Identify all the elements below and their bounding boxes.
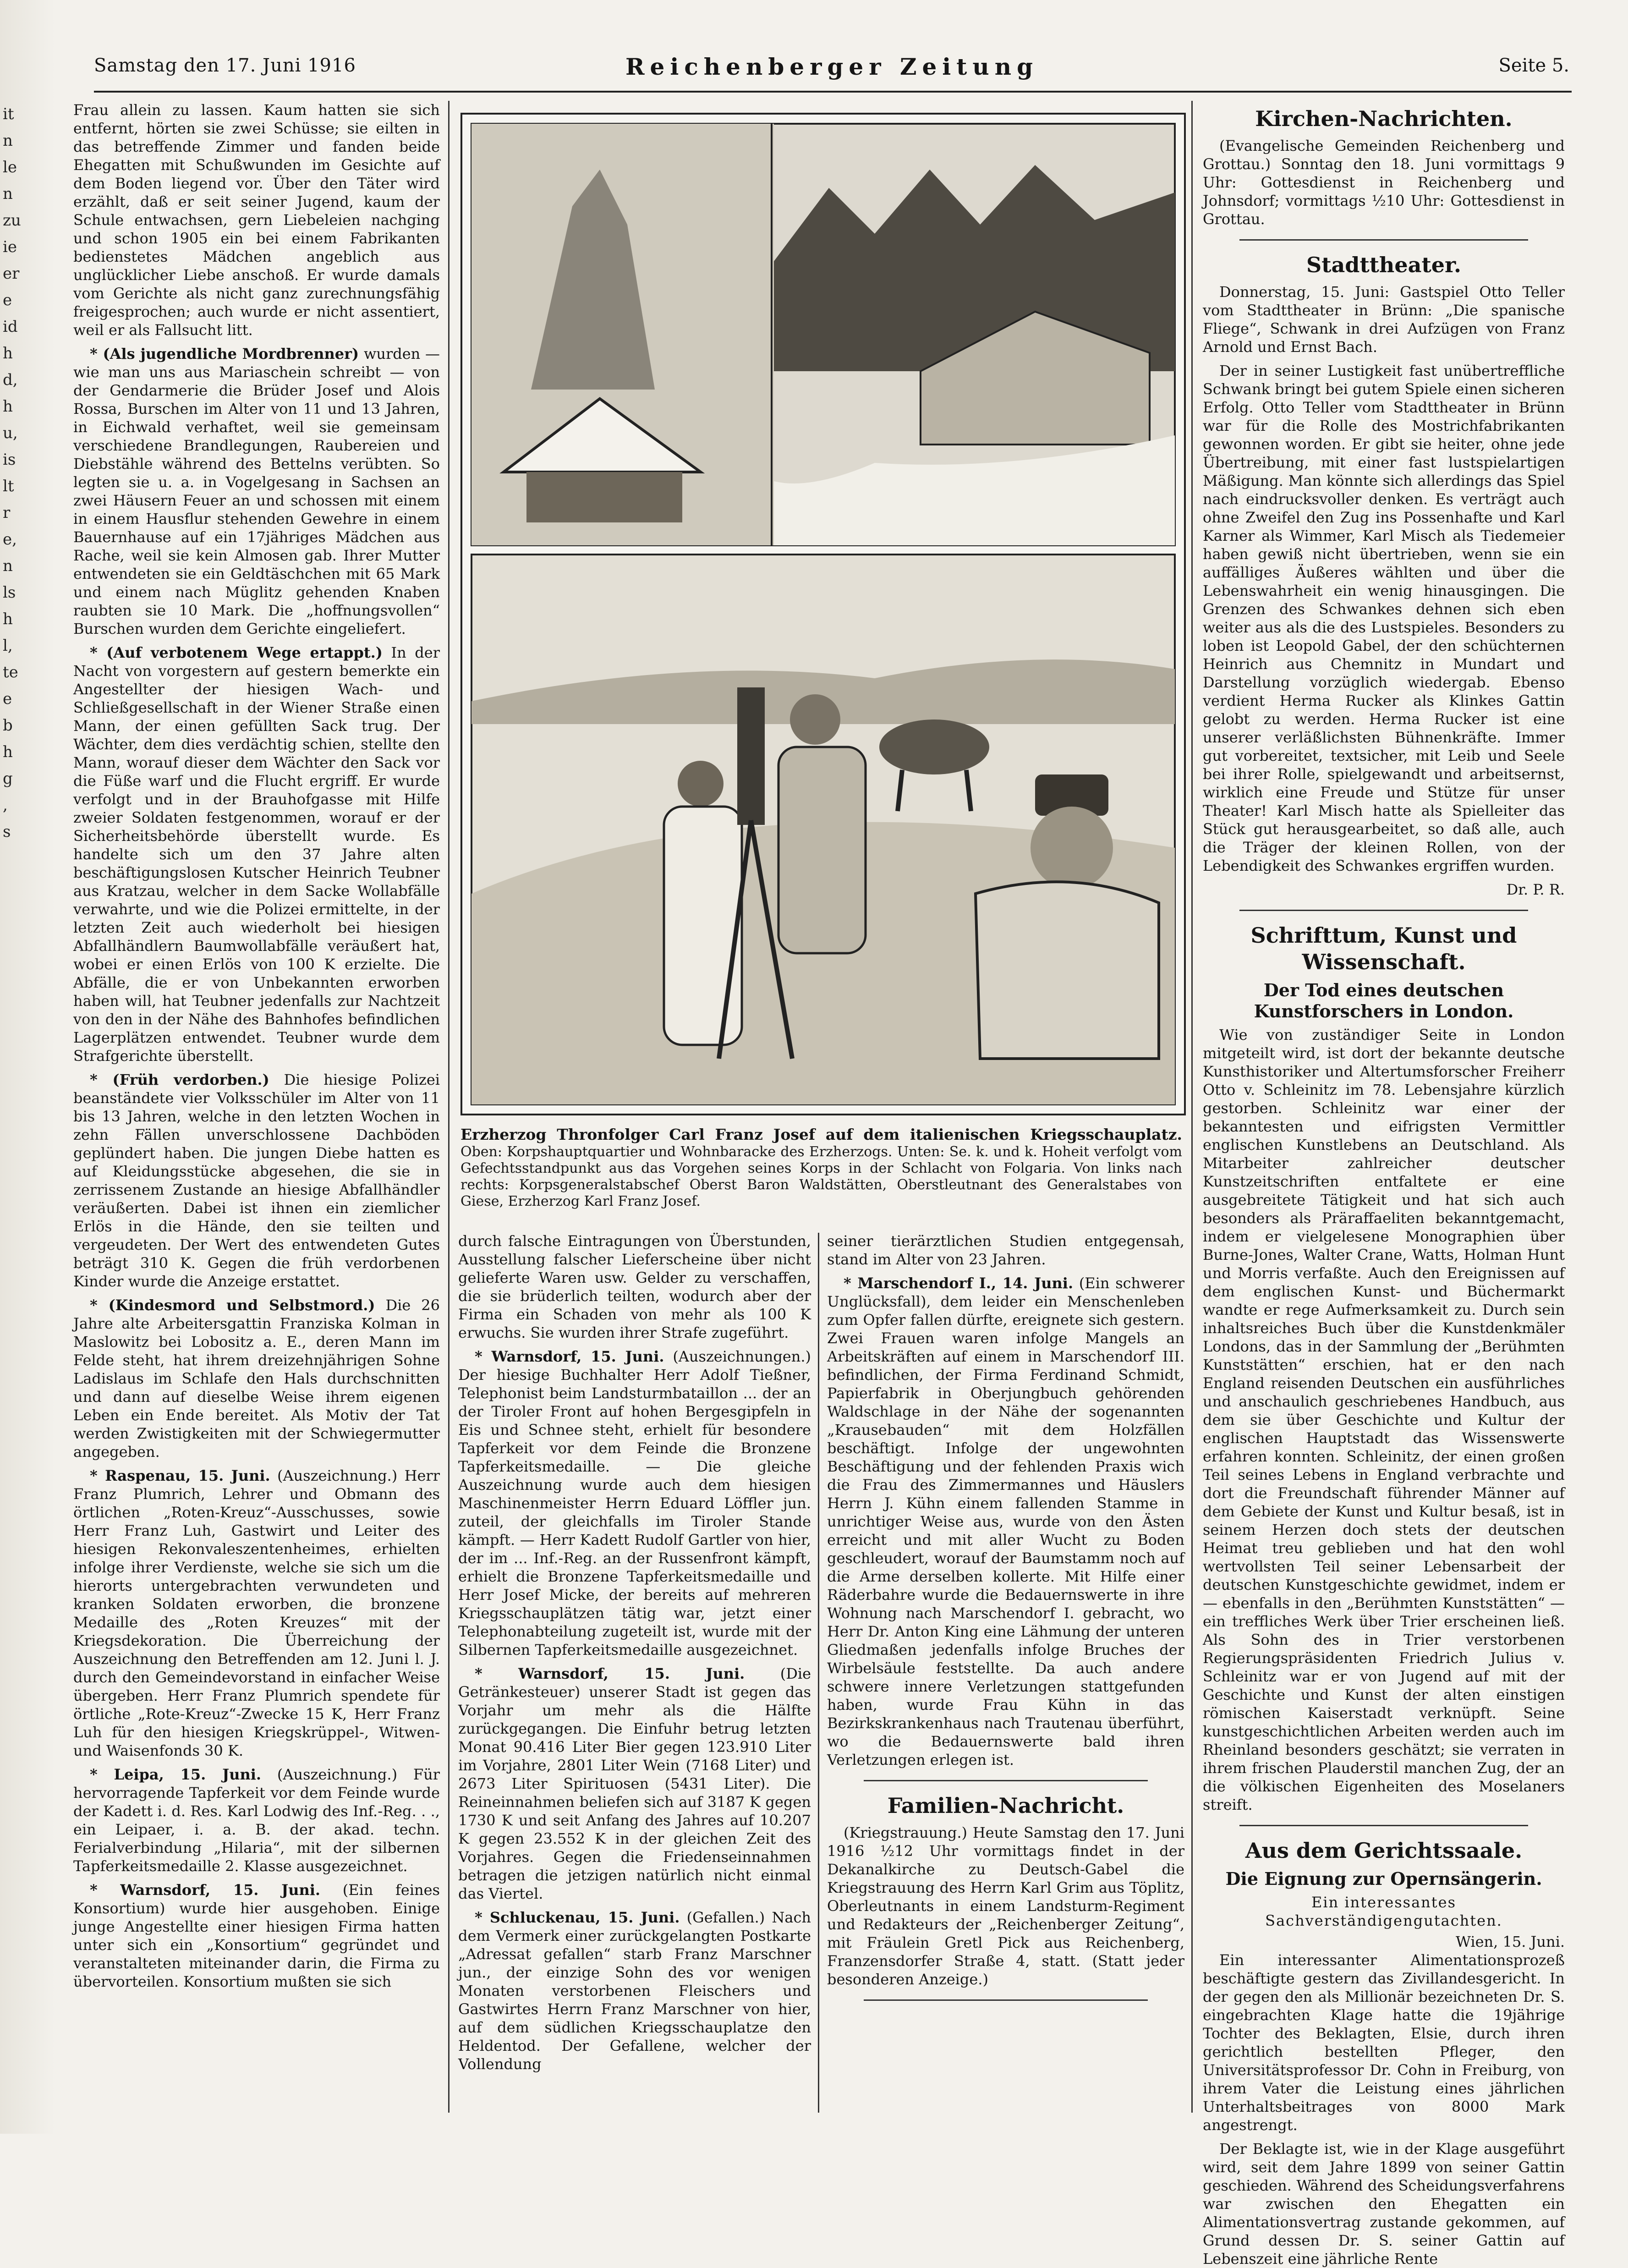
article-text: Die 26 Jahre alte Arbeitersgattin Franziska Kolman in Maslowitz bei Lobositz a. E., deren Mann im Felde steht, hat ihrem dreizehnjährigen Sohne Ladislaus im Schlafe den Hals durchschnitten und dann auf dieselbe Weise ihrem eigenen Leben ein Ende bereitet. Als Motiv der Tat werden Zwistigkeiten mit der Schwiegermutter angegeben. [73,1296,440,1461]
literature-title: Schrifttum, Kunst und Wissenschaft. [1250,923,1517,974]
illustration-caption [460,1126,1182,1210]
church-news-text: (Evangelische Gemeinden Reichenberg und Grottau.) Sonntag den 18. Juni vormittags 9 Uhr: Gottesdienst in Reichenberg und Johnsdorf; vormittags ½10 Uhr: Gottesdienst in Grottau. [1203,137,1565,228]
article-heading: * Warnsdorf, 15. Juni. [475,1665,745,1682]
article-paragraph [73,1881,440,1991]
article-paragraph [458,1908,811,2073]
article-text: (Die Getränkesteuer) unserer Stadt ist gegen das Vorjahr um mehr als die Hälfte zurückgegangen. Die Einfuhr betrug letzten Monat 90.416 Liter Bier gegen 123.910 Liter im Vorjahre, 2801 Liter Wein (7168 Liter) und 2673 Liter Spirituosen (5431 Liter). Die Reineinnahmen beliefen sich auf 3187 K gegen 1730 K und seit Anfang des Jahres auf 10.207 K gegen 23.552 K in der gleichen Zeit des Vorjahres. Gegen die Friedenseinnahmen betragen die jetzigen natürlich nicht einmal das Viertel. [458,1665,811,1902]
article-heading: * (Früh verdorben.) [90,1071,269,1088]
theater-intro: Donnerstag, 15. Juni: Gastspiel Otto Teller vom Stadttheater in Brünn: „Die spanische Fliege“, Schwank in drei Aufzügen von Franz Arnold und Ernst Bach. [1203,283,1565,356]
column-2 [458,1232,811,2107]
illustration-drawing [462,115,1184,1114]
court-subtitle: Die Eignung zur Opernsängerin. [1225,1868,1542,1889]
page-number: Seite 5. [1498,55,1569,76]
article-heading: * (Auf verbotenem Wege ertappt.) [90,644,383,661]
column-4 [1203,101,1565,2268]
section-rule [864,1999,1148,2001]
adjacent-page-text: it n le n zu ie er e id h d, h u, is lt r e, n ls h l, te e b h g , s [3,105,21,841]
newspaper-title: Reichenberger Zeitung [625,53,1039,80]
article-text: (Ein schwerer Unglücksfall), dem leider ein Menschenleben zum Opfer fallen dürfte, ereignete sich gestern. Zwei Frauen waren infolge Mangels an Arbeitskräften auf einem in Marschendorf III. befindlichen, der Firma Ferdinand Schmidt, Papierfabrik in Oberjungbuch gehörenden Waldschlage in der Nähe der sogenannten „Krausebauden“ mit dem Holzfällen beschäftigt. Infolge der ungewohnten Beschäftigung und der fehlenden Praxis wich die Frau des Zimmermannes und Häuslers Herrn J. Kühn einem fallenden Stamme in unrichtiger Weise aus, wurde von den Ästen erreicht und mit aller Wucht zu Boden geschleudert, worauf der Baumstamm noch auf die Arme derselben kollerte. Mit Hilfe einer Räderbahre wurde die Bedauernswerte in ihre Wohnung nach Marschendorf I. gebracht, wo Herr Dr. Anton King eine Lähmung der unteren Gliedmaßen jedenfalls infolge Bruches der Wirbelsäule feststellte. Da auch andere schwere innere Verletzungen stattgefunden haben, wurde Frau Kühn in das Bezirkskrankenhaus nach Trautenau überführt, wo die Bedauernswerte bald ihren Verletzungen erlegen ist. [827,1274,1185,1768]
article-heading: * Warnsdorf, 15. Juni. [90,1881,321,1899]
article-paragraph [458,1347,811,1659]
court-text: Der Beklagte ist, wie in der Klage ausgeführt wird, seit dem Jahre 1899 von seiner Gattin geschieden. Während des Scheidungsverfahrens war zwischen den Ehegatten ein Alimentationsvertrag zustande gekommen, auf Grund dessen Dr. S. seiner Gattin auf Lebenszeit eine jährliche Rente [1203,2140,1565,2268]
theater-review: Der in seiner Lustigkeit fast unübertreffliche Schwank bringt bei gutem Spiele einen sicheren Erfolg. Otto Teller vom Stadttheater in Brünn war für die Rolle des Mostrichfabrikanten gewonnen worden. Er gibt sie heiter, ohne jede Übertreibung, mit einer fast lustspielartigen Mäßigung. Man könnte sich allerdings das Spiel nach eindrucksvoller denken. Es verträgt auch ohne Zweifel den Zug ins Possenhafte und Karl Karner als Wimmer, Karl Misch als Tiedemeier haben gewiß nicht übertrieben, wenn sie ein auffälliges Äußeres wählten und über die Lebenswahrheit ein wenig hinausgingen. Die Grenzen des Schwankes dehnen sich eben weiter aus als die des Lustspieles. Besonders zu loben ist Leopold Gabel, der den schüchternen Heinrich aus Chemnitz in Mundart und Darstellung vorzüglich wiedergab. Ebenso verdient Herma Rucker als Klinkes Gattin gelobt zu werden. Herma Rucker ist eine unserer verläßlichsten Bühnenkräfte. Immer gut vorbereitet, textsicher, mit Leib und Seele bei ihrer Rolle, spielgewandt und arbeitsernst, wirklich eine Freude und Stütze für unser Theater! Karl Misch hatte als Spielleiter das Stück gut herausgearbeitet, so daß alle, auch die Träger der kleinen Rollen, von der Lebendigkeit des Schwankes ergriffen wurden. [1203,362,1565,874]
church-news-title: Kirchen-Nachrichten. [1255,106,1513,131]
header-rule [94,91,1572,93]
adjacent-page-edge [0,0,55,2134]
article-paragraph [73,643,440,1065]
court-title: Aus dem Gerichtssaale. [1245,1838,1523,1863]
section-rule [1239,910,1528,911]
article-heading: * Raspenau, 15. Juni. [90,1467,270,1484]
theater-signature: Dr. P. R. [1506,881,1565,898]
caption-text: Oben: Korpshauptquartier und Wohnbaracke des Erzherzogs. Unten: Se. k. und k. Hoheit verfolgt vom Gefechtsstandpunkt aus das Vorgehen seines Korps in der Schlacht von Folgaria. Von links nach rechts: Korpsgeneralstabschef Oberst Baron Waldstätten, Oberstleutnant des Generalstabes von Giese, Erzherzog Karl Franz Josef. [460,1144,1182,1209]
section-rule [1239,1825,1528,1826]
article-paragraph: durch falsche Eintragungen von Überstunden, Ausstellung falscher Lieferscheine über nicht gelieferte Waren usw. Gelder zu verschaffen, die sie brüderlich teilten, wodurch aber der Firma ein Schaden von mehr als 100 K erwuchs. Sie wurden ihrer Strafe zugeführt. [458,1232,811,1341]
court-subtitle-2: Ein interessantes Sachverständigengutachten. [1265,1894,1502,1929]
article-text: (Ein feines Konsortium) wurde hier ausgehoben. Einige junge Angestellte einer hiesigen Firma hatten unter sich ein „Konsortium“ gegründet und veranstalteten miteinander darin, die Firma zu übervorteilen. Konsortium mußten sie sich [73,1881,440,1990]
article-paragraph: seiner tierärztlichen Studien entgegensah, stand im Alter von 23 Jahren. [827,1232,1184,1268]
section-rule [864,1780,1148,1781]
hut-wall [526,472,682,522]
column-1 [73,101,440,2108]
section-rule [1239,239,1528,241]
article-text: (Auszeichnung.) Für hervorragende Tapferkeit vor dem Feinde wurde der Kadett i. d. Res. Karl Lodwig des Inf.-Reg. . ., ein Leipaer, i. a. B. der akad. techn. Ferialverbindung „Hilaria“, mit der silbernen Tapferkeitsmedaille 2. Klasse ausgezeichnet. [73,1766,440,1875]
theater-title: Stadttheater. [1306,253,1461,277]
article-text: (Gefallen.) Nach dem Vermerk einer zurückgelangten Postkarte „Adressat gefallen“ starb Franz Marschner jun., der einzige Sohn des vor wenigen Monaten verstorbenen Fleischers und Gastwirtes Herrn Franz Marschner von hier, auf dem südlichen Kriegsschauplatze den Heldentod. Der Gefallene, welcher der Vollendung [458,1909,811,2073]
article-paragraph [827,1274,1184,1769]
article-text: In der Nacht von vorgestern auf gestern bemerkte ein Angestellter der hiesigen Wach- und Schließgesellschaft in der Wiener Straße einen Mann, der einen gefüllten Sack trug. Der Wächter, dem dies verdächtig schien, stellte den Mann, worauf dieser dem Wächter den Sack vor die Füße warf und die Flucht ergriff. Er wurde verfolgt und in der Brauhofgasse mit Hilfe zweier Soldaten festgenommen, worauf er der Sicherheitsbehörde überstellt wurde. Es handelte sich um den 37 Jahre alten beschäftigungslosen Kutscher Heinrich Teubner aus Kratzau, welcher in dem Sacke Wollabfälle verwahrte, und wie die Polizei ermittelte, in der letzten Zeit auch wiederholt bei hiesigen Abfallhändlern Baumwollabfälle veräußert hat, wobei er einen Erlös von 100 K erzielte. Die Abfälle, die er von Unbekannten erworben haben will, hat Teubner jedenfalls zur Nachtzeit von den in der Nähe des Bahnhofes befindlichen Lagerplätzen entwendet. Teubner wurde dem Strafgerichte überstellt. [73,644,440,1065]
illustration-frame [460,113,1186,1115]
article-paragraph [73,1071,440,1291]
article-paragraph [73,345,440,638]
column-divider [448,101,449,2113]
court-dateline: Wien, 15. Juni. [1456,1933,1565,1950]
article-heading: * Marschendorf I., 14. Juni. [844,1274,1074,1292]
article-heading: * Leipa, 15. Juni. [90,1766,262,1783]
running-header [94,55,1569,87]
article-heading: * Warnsdorf, 15. Juni. [475,1348,664,1365]
article-heading: * (Als jugendliche Mordbrenner) [90,345,359,362]
article-paragraph [458,1664,811,1903]
column-3 [827,1232,1184,2107]
article-paragraph [73,1765,440,1875]
article-text: Die hiesige Polizei beanständete vier Volksschüler im Alter von 11 bis 13 Jahren, welche in den letzten Wochen in zehn Fällen unverschlossene Dachböden geplündert haben. Die jungen Diebe hatten es auf Kleidungsstücke abgesehen, die sie in zerrissenem Zustande an hiesige Abfallhändler veräußerten. Dabei ist ihnen ein ziemlicher Erlös in die Hände, den sie teilten und vergeudeten. Der Wert des entwendeten Gutes beträgt 310 K. Gegen die früh verdorbenen Kinder wurde die Anzeige erstattet. [73,1071,440,1290]
family-news-title: Familien-Nachricht. [887,1793,1124,1818]
literature-subtitle: Der Tod eines deutschen Kunstforschers in London. [1254,980,1514,1021]
article-heading: * Schluckenau, 15. Juni. [475,1909,680,1926]
header-date: Samstag den 17. Juni 1916 [94,55,356,76]
article-paragraph [73,1296,440,1461]
column-divider [1191,101,1193,2113]
court-text: Ein interessanter Alimentationsprozeß beschäftigte gestern das Zivillandesgericht. In der gegen den als Millionär bezeichneten Dr. S. eingebrachten Klage hatte die 19jährige Tochter des Beklagten, Elsie, durch ihren gerichtlich bestellten Pfleger, den Universitätsprofessor Dr. Cohn in Freiburg, von ihrem Vater die Leistung eines jährlichen Unterhaltsbeitrages von 8000 Mark angestrengt. [1203,1951,1565,2134]
family-news-text: (Kriegstrauung.) Heute Samstag den 17. Juni 1916 ½12 Uhr vormittags findet in der Dekanalkirche zu Deutsch-Gabel die Kriegstrauung des Herrn Karl Grim aus Töplitz, Oberleutnants in einem Landsturm-Regiment und Redakteurs der „Reichenberger Zeitung“, mit Fräulein Gretl Pick aus Reichenberg, Franzensdorfer Straße 4, statt. (Statt jeder besonderen Anzeige.) [827,1824,1184,1988]
caption-title: Erzherzog Thronfolger Carl Franz Josef auf dem italienischen Kriegsschauplatz. [460,1126,1182,1143]
article-heading: * (Kindesmord und Selbstmord.) [90,1296,375,1314]
column-divider [818,1233,819,2113]
article-paragraph [73,1466,440,1760]
article-text: (Auszeichnung.) Herr Franz Plumrich, Lehrer und Obmann des örtlichen „Roten-Kreuz“-Ausschusses, sowie Herr Franz Luh, Gastwirt und Leiter des hiesigen Rekonvaleszentenheimes, erhielten infolge ihrer Verdienste, welche sie sich um die hierorts untergebrachten verwundeten und kranken Soldaten erworben, die bronzene Medaille des „Roten Kreuzes“ mit der Kriegsdekoration. Die Überreichung der Auszeichnung den Betreffenden am 12. Juni l. J. durch den Gemeindevorstand in einfacher Weise übergeben. Herr Franz Plumrich spendete für örtliche „Rote-Kreuz“-Zwecke 15 K, Herr Franz Luh für den hiesigen Kriegskrüppel-, Witwen- und Waisenfonds 30 K. [73,1467,440,1759]
article-paragraph: Frau allein zu lassen. Kaum hatten sie sich entfernt, hörten sie zwei Schüsse; sie eilten in das betreffende Zimmer und fanden beide Ehegatten mit Schußwunden im Gesichte auf dem Boden liegend vor. Über den Täter wird erzählt, daß er seit seiner Jugend, kaum der Schule entwachsen, gern Liebeleien nachging und schon 1905 ein bei einem Fabrikanten bedienstetes Mädchen angeblich aus unglücklicher Liebe anschoß. Er wurde damals vom Gerichte als nicht ganz zurechnungsfähig freigesprochen; auch wurde er nicht assentiert, weil er als Fallsucht litt. [73,101,440,339]
literature-text: Wie von zuständiger Seite in London mitgeteilt wird, ist dort der bekannte deutsche Kunsthistoriker und Altertumsforscher Freiherr Otto v. Schleinitz im 78. Lebensjahre kürzlich gestorben. Schleinitz war einer der bekanntesten und eifrigsten Vermittler englischen Kunstlebens an Deutschland. Als Mitarbeiter zahlreicher deutscher Kunstzeitschriften entfaltete er eine ausgebreitete Tätigkeit und hat sich auch besonders als Präraffaeliten bekanntgemacht, indem er vielgelesene Monographien über Burne-Jones, Walter Crane, Watts, Holman Hunt und Morris verfaßte. Auch den Ereignissen auf dem englischen Kunst- und Büchermarkt wandte er rege Aufmerksamkeit zu. Durch sein inhaltsreiches Buch über die Kunstdenkmäler Londons, das in der Sammlung der „Berühmten Kunststätten“ erschien, hat er den nach England reisenden Deutschen ein ausführliches und anschaulich geschriebenes Handbuch, aus dem sie über Geschichte und Kultur der englischen Hauptstadt das Wissenswerte erfahren konnten. Schleinitz, der einen großen Teil seines Lebens in England verbrachte und dort die Freundschaft führender Männer auf dem Gebiete der Kunst und Kultur besaß, ist in seinem Herzen doch stets der deutschen Heimat treu geblieben und hat den wohl wertvollsten Teil seiner Lebensarbeit der deutschen Kunstgeschichte gewidmet, indem er — ebenfalls in den „Berühmten Kunststätten“ — ein treffliches Werk über Trier erscheinen ließ. Als Sohn des in Trier verstorbenen Regierungspräsidenten Friedrich Julius v. Schleinitz war er von Jugend auf mit der Geschichte und Kunst der alten einstigen römischen Kaiserstadt verknüpft. Seine kunstgeschichtlichen Arbeiten werden auch im Rheinland besonders geschätzt; sie verraten in ihrem frischen Plauderstil manchen Zug, der an die völkischen Eigenheiten des Moselaners streift. [1203,1026,1565,1813]
article-text: (Auszeichnungen.) Der hiesige Buchhalter Herr Adolf Tießner, Telephonist beim Landsturmbataillon ... der an der Tiroler Front auf hohen Bergesgipfeln in Eis und Schnee steht, erhielt für besondere Tapferkeit vor dem Feinde die Bronzene Tapferkeitsmedaille. — Die gleiche Auszeichnung wurde auch dem hiesigen Maschinenmeister Herrn Eduard Löffler jun. zuteil, der gleichfalls im Tiroler Stande kämpft. — Herr Kadett Rudolf Gartler von hier, der im ... Inf.-Reg. an der Russenfront kämpft, erhielt die Bronzene Tapferkeitsmedaille und Herr Josef Micke, der bereits auf mehreren Kriegsschauplätzen tätig war, jetzt einer Telephonabteilung zugeteilt ist, wurde mit der Silbernen Tapferkeitsmedaille ausgezeichnet. [458,1348,811,1658]
article-text: wurden — wie man uns aus Mariaschein schreibt — von der Gendarmerie die Brüder Josef und Alois Rossa, Burschen im Alter von 11 und 13 Jahren, in Eichwald verhaftet, weil sie gemeinsam verschiedene Brandlegungen, Raubereien und Diebstähle während des Bettelns verübten. So legten sie u. a. in Vogelgesang in Sachsen an zwei Häusern Feuer an und schossen mit einem in einem Hausflur stehenden Gewehre in einem Bauernhause auf ein 17jähriges Mädchen aus Rache, weil sie kein Almosen gab. Ihrer Mutter entwendeten sie ein Geldtäschchen mit 65 Mark und einem nach Müglitz gehenden Knaben raubten sie 10 Mark. Die „hoffnungsvollen“ Burschen wurden dem Gerichte eingeliefert. [73,345,440,637]
